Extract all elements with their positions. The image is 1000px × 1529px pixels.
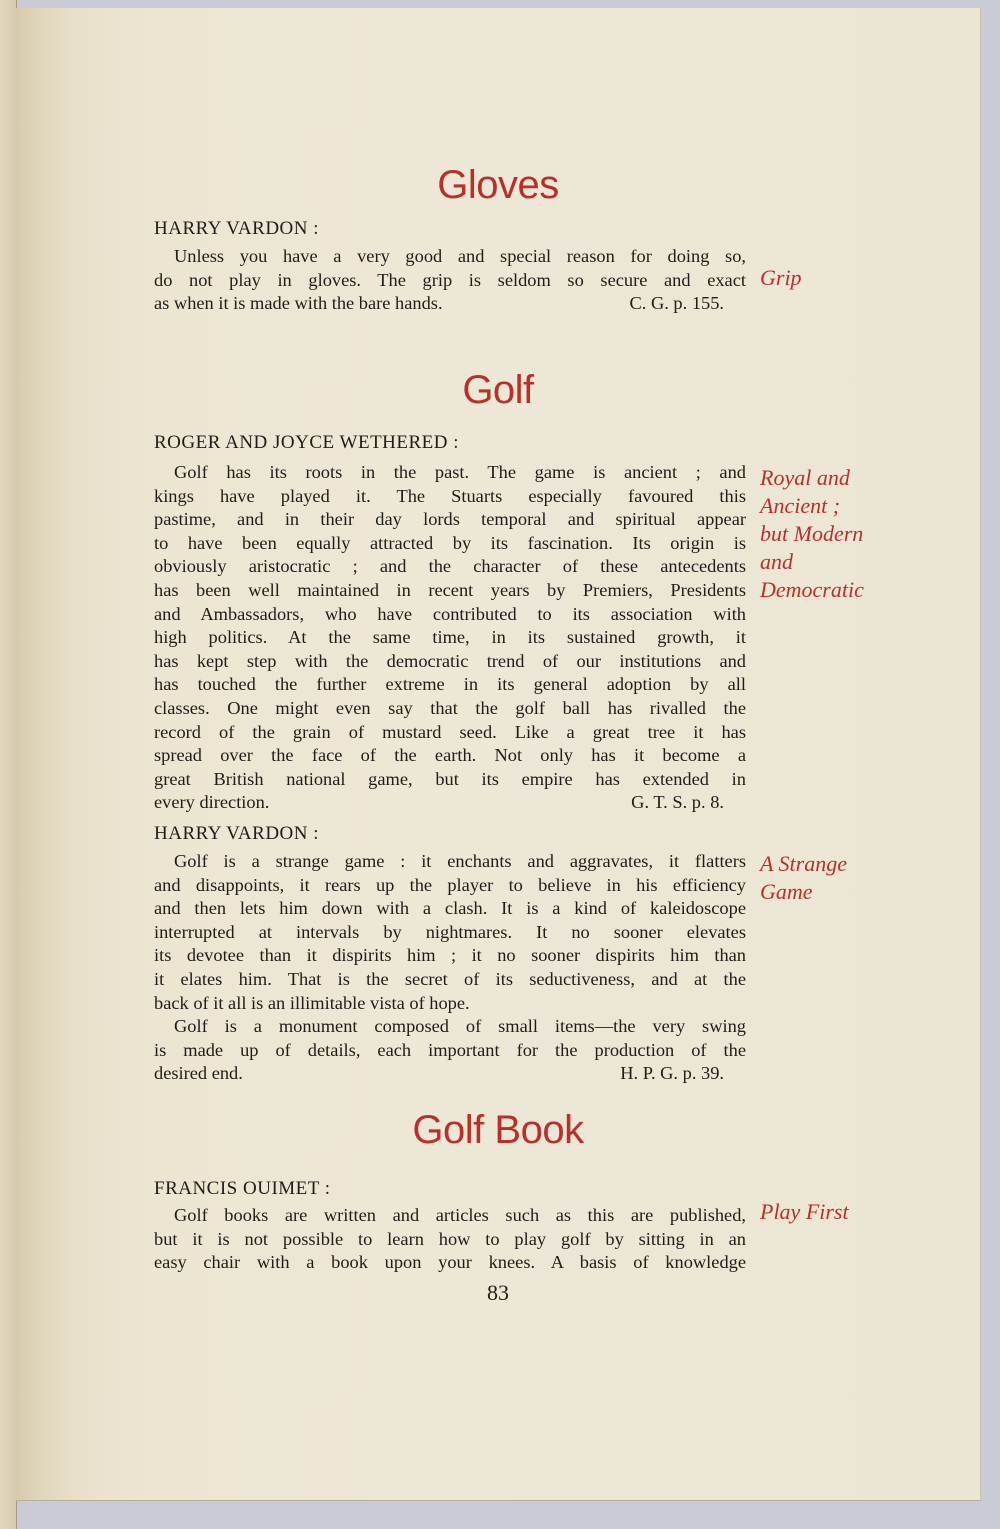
previous-page-edge (0, 0, 17, 1529)
margin-note-strange-game (760, 850, 847, 906)
citation: G. T. S. p. 8. (631, 792, 724, 813)
text-line: obviously aristocratic ; and the character of these antecedents (154, 556, 746, 577)
text-line: is made up of details, each important for the production of the (154, 1039, 746, 1060)
book-page (16, 8, 981, 1501)
margin-note-line: Royal and (760, 465, 850, 490)
text-line: desired end. (154, 1063, 243, 1084)
text-line: it elates him. That is the secret of its seductiveness, and at the (154, 968, 746, 989)
author-francis-ouimet: FRANCIS OUIMET : (154, 1178, 331, 1199)
text-line: back of it all is an illimitable vista of hope. (154, 992, 470, 1013)
text-line: its devotee than it dispirits him ; it no sooner dispirits him than (154, 945, 746, 966)
quote-gloves (154, 245, 746, 316)
section-heading-golf-book: Golf Book (412, 1108, 584, 1152)
text-line: classes. One might even say that the golf ball has rivalled the (154, 697, 746, 718)
text-line: Golf is a monument composed of small items—the very swing (174, 1016, 746, 1037)
author-harry-vardon: HARRY VARDON : (154, 218, 320, 239)
margin-note-grip (760, 264, 802, 292)
text-line: to have been equally attracted by its fascination. Its origin is (154, 532, 746, 553)
margin-note-line: Grip (760, 265, 802, 290)
margin-note-royal-ancient (760, 464, 864, 604)
margin-note-line: Ancient ; (760, 493, 841, 518)
text-line: and Ambassadors, who have contributed to its association with (154, 603, 746, 624)
text-line: as when it is made with the bare hands. (154, 293, 443, 314)
section-heading-golf: Golf (462, 368, 534, 412)
text-line: and disappoints, it rears up the player to believe in his efficiency (154, 874, 746, 895)
text-line: Golf is a strange game : it enchants and aggravates, it flatters (174, 851, 746, 871)
author-wethered: ROGER AND JOYCE WETHERED : (154, 432, 460, 453)
text-line-last (154, 292, 746, 316)
margin-note-line: Play First (760, 1199, 849, 1224)
text-line: every direction. (154, 792, 270, 813)
text-line: pastime, and in their day lords temporal and spiritual appear (154, 509, 746, 530)
author-harry-vardon-2: HARRY VARDON : (154, 823, 320, 844)
text-line: high politics. At the same time, in its sustained growth, it (154, 627, 746, 648)
text-line: great British national game, but its empire has extended in (154, 768, 746, 789)
text-line: record of the grain of mustard seed. Like a great tree it has (154, 721, 746, 742)
text-line: has kept step with the democratic trend of our institutions and (154, 650, 746, 671)
citation: H. P. G. p. 39. (620, 1063, 724, 1084)
quote-strange-game (154, 850, 746, 1086)
text-line: spread over the face of the earth. Not only has it become a (154, 745, 746, 766)
text-line: kings have played it. The Stuarts especially favoured this (154, 485, 746, 506)
citation: C. G. p. 155. (629, 293, 724, 314)
text-line: has been well maintained in recent years by Premiers, Presidents (154, 579, 746, 600)
text-line: has touched the further extreme in its general adoption by all (154, 674, 746, 695)
margin-note-play-first (760, 1198, 849, 1226)
margin-note-line: Democratic (760, 577, 864, 602)
text-line: Unless you have a very good and special reason for doing so, (174, 246, 746, 266)
margin-note-line: but Modern (760, 521, 864, 546)
text-line: but it is not possible to learn how to play golf by sitting in an (154, 1228, 746, 1249)
margin-note-line: A Strange (760, 851, 847, 876)
section-heading-gloves: Gloves (437, 163, 559, 207)
margin-note-line: Game (760, 879, 813, 904)
text-line: and then lets him down with a clash. It is a kind of kaleidoscope (154, 898, 746, 919)
page-number: 83 (487, 1280, 509, 1305)
text-line: Golf books are written and articles such as this are published, (174, 1205, 746, 1225)
quote-wethered (154, 461, 746, 815)
text-line: easy chair with a book upon your knees. A basis of knowledge (154, 1252, 746, 1273)
text-line: interrupted at intervals by nightmares. It no sooner elevates (154, 921, 746, 942)
margin-note-line: and (760, 549, 793, 574)
text-line: Golf has its roots in the past. The game is ancient ; and (174, 462, 746, 482)
text-line-last (154, 1062, 746, 1086)
quote-golf-book (154, 1204, 746, 1275)
text-line: do not play in gloves. The grip is seldom so secure and exact (154, 269, 746, 290)
text-line-last (154, 791, 746, 815)
